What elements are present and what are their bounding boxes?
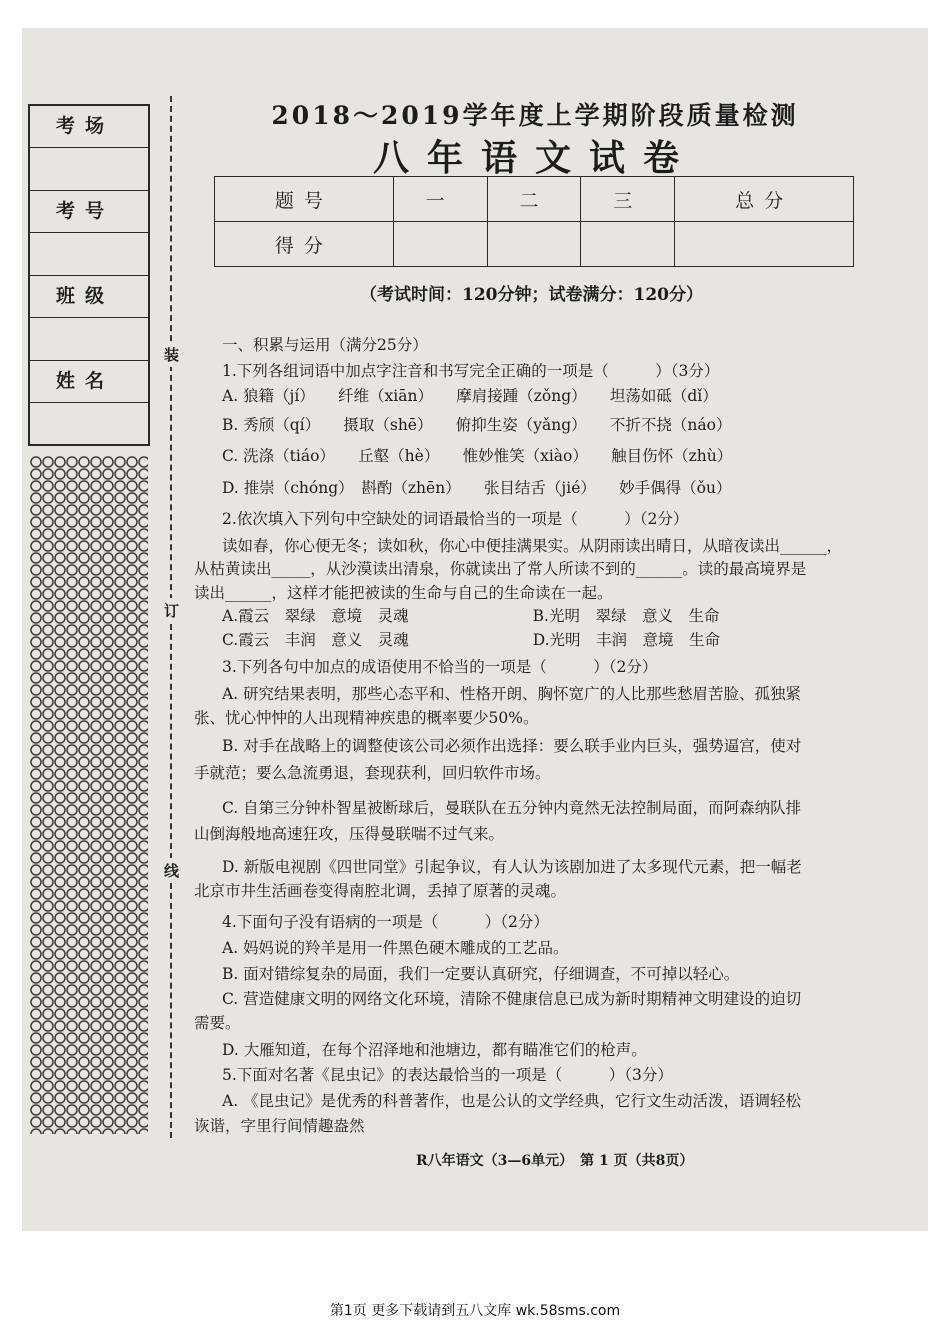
question-line: A.霞云 翠绿 意境 灵魂 B.光明 翠绿 意义 生命	[222, 607, 720, 625]
section-heading: 一、积累与运用（满分25分）	[222, 336, 428, 354]
score-cell[interactable]	[675, 222, 854, 267]
info-blank	[30, 318, 148, 361]
question-line: C. 洗涤（tiáo） 丘壑（hè） 惟妙惟笑（xiào） 触目伤怀（zhù）	[222, 447, 733, 465]
exam-subtitle: 八年语文试卷	[372, 137, 697, 179]
score-cell[interactable]	[581, 222, 675, 267]
score-header-cell: 题号	[215, 177, 394, 222]
question-line: 读如春，你心便无冬；读如秋，你心中便挂满果实。从阴雨读出晴日，从暗夜读出______，	[222, 537, 843, 555]
info-field-class: 班级	[30, 276, 148, 318]
info-field-name: 姓名	[30, 361, 148, 403]
question-line: B. 面对错综复杂的局面，我们一定要认真研究，仔细调查，不可掉以轻心。	[222, 965, 740, 983]
score-table-header-row	[215, 177, 854, 222]
question-line: D. 推崇（chóng） 斟酌（zhēn） 张目结舌（jié） 妙手偶得（ǒu）	[222, 479, 732, 497]
question-line: A. 妈妈说的羚羊是用一件黑色硬木雕成的工艺品。	[222, 939, 569, 957]
score-header-cell: 三	[581, 177, 675, 222]
score-cell[interactable]	[487, 222, 581, 267]
score-table	[214, 176, 854, 267]
question-line: 手就范；要么急流勇退，套现获利，回归软件市场。	[194, 764, 551, 782]
info-blank	[30, 403, 148, 445]
question-line: B. 对手在战略上的调整使该公司必须作出选择：要么联手业内巨头，强势逼宫，使对	[222, 737, 802, 755]
exam-time-info: （考试时间：120分钟；试卷满分：120分）	[360, 285, 703, 305]
info-blank	[30, 148, 148, 191]
question-line: 3.下列各句中加点的成语使用不恰当的一项是（ ）（2分）	[222, 658, 658, 676]
question-line: 需要。	[194, 1014, 241, 1032]
info-field-number: 考号	[30, 191, 148, 233]
question-line: 读出______，这样才能把被读的生命与自己的生命读在一起。	[194, 584, 613, 602]
question-line: 4.下面句子没有语病的一项是（ ）（2分）	[222, 913, 549, 931]
question-line: D. 大雁知道，在每个沼泽地和池塘边，都有瞄准它们的枪声。	[222, 1041, 647, 1059]
question-line: 张、忧心忡忡的人出现精神疾患的概率要少50%。	[194, 709, 539, 727]
question-line: D. 新版电视剧《四世同堂》引起争议，有人认为该剧加进了太多现代元素，把一幅老	[222, 858, 802, 876]
binding-label-ding: 订	[164, 598, 179, 623]
binding-label-zhuang: 装	[164, 342, 179, 367]
exam-title: 2018～2019学年度上学期阶段质量检测	[271, 101, 799, 130]
question-line: A. 《昆虫记》是优秀的科普著作，也是公认的文学经典，它行文生动活泼，语调轻松	[222, 1092, 802, 1110]
decorative-circle-border	[30, 456, 148, 1134]
info-field-room: 考场	[30, 106, 148, 148]
page-footer: R八年语文（3—6单元） 第 1 页（共8页）	[416, 1153, 694, 1169]
score-table-score-row	[215, 222, 854, 267]
question-line: 5.下面对名著《昆虫记》的表达最恰当的一项是（ ）（3分）	[222, 1066, 673, 1084]
question-line: C. 营造健康文明的网络文化环境，清除不健康信息已成为新时期精神文明建设的迫切	[222, 990, 802, 1008]
score-header-cell: 一	[393, 177, 487, 222]
question-line: 从枯黄读出_____，从沙漠读出清泉，你就读出了常人所读不到的______。读的最高境界是	[194, 560, 807, 578]
student-info-box	[28, 104, 150, 446]
binding-label-xian: 线	[164, 858, 179, 883]
score-header-cell: 二	[487, 177, 581, 222]
score-header-cell: 总分	[675, 177, 854, 222]
question-line: B. 秀颀（qí） 摄取（shē） 俯抑生姿（yǎng） 不折不挠（náo）	[222, 416, 732, 434]
download-banner: 第1页 更多下载请到五八文库 wk.58sms.com	[329, 1303, 621, 1319]
question-line: C. 自第三分钟朴智星被断球后，曼联队在五分钟内竟然无法控制局面，而阿森纳队排	[222, 799, 802, 817]
question-line: 1.下列各组词语中加点字注音和书写完全正确的一项是（ ）（3分）	[222, 362, 720, 380]
score-cell[interactable]	[393, 222, 487, 267]
question-line: 北京市井生活画卷变得南腔北调，丢掉了原著的灵魂。	[194, 882, 567, 900]
question-line: 2.依次填入下列句中空缺处的词语最恰当的一项是（ ）（2分）	[222, 510, 689, 528]
question-line: C.霞云 丰润 意义 灵魂 D.光明 丰润 意境 生命	[222, 631, 721, 649]
question-line: 山倒海般地高速狂攻，压得曼联喘不过气来。	[194, 825, 505, 843]
question-line: A. 研究结果表明，那些心态平和、性格开朗、胸怀宽广的人比那些愁眉苦脸、孤独紧	[222, 685, 802, 703]
info-blank	[30, 233, 148, 276]
question-line: A. 狼籍（jí） 纤维（xiān） 摩肩接踵（zǒng） 坦荡如砥（dǐ）	[222, 387, 718, 405]
question-line: 诙谐，字里行间情趣盎然	[194, 1117, 365, 1135]
score-row-label: 得分	[215, 222, 394, 267]
